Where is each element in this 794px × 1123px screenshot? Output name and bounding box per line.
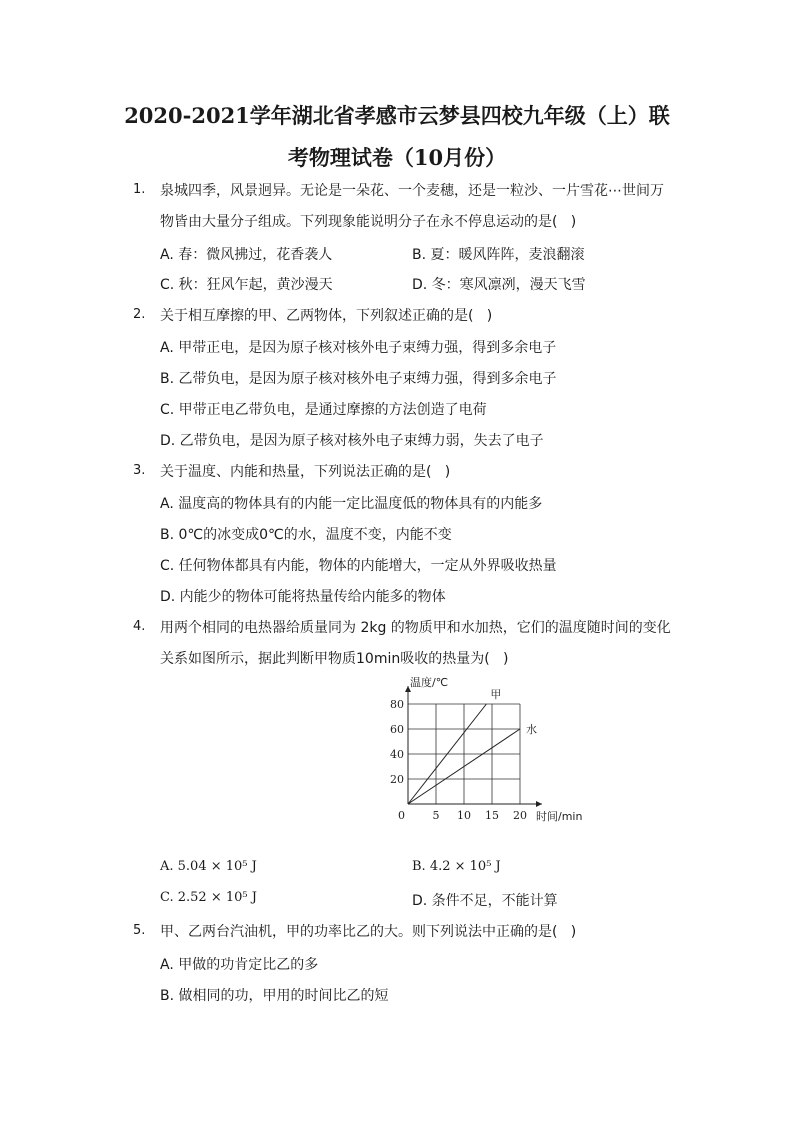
chart-labels xyxy=(390,675,582,823)
y-tick-label: 60 xyxy=(390,723,404,736)
question-number: 1. xyxy=(133,182,146,197)
x-axis-label: 时间/min xyxy=(536,810,583,823)
y-tick-label: 20 xyxy=(390,773,404,786)
question-text-line: 关于温度、内能和热量，下列说法正确的是( ) xyxy=(160,464,451,480)
y-tick-label: 40 xyxy=(390,748,404,761)
y-tick-label: 80 xyxy=(390,698,404,711)
option-d: D. 乙带负电，是因为原子核对核外电子束缚力弱，失去了电子 xyxy=(160,433,544,449)
option-a: A. 甲带正电，是因为原子核对核外电子束缚力强，得到多余电子 xyxy=(160,340,557,356)
question-number: 3. xyxy=(133,463,146,478)
option-a: A. 5.04 × 10⁵ J xyxy=(160,859,257,874)
option-c: C. 任何物体都具有内能，物体的内能增大，一定从外界吸收热量 xyxy=(160,558,557,574)
series-label: 甲 xyxy=(490,688,502,701)
option-d: D. 冬：寒风凛冽，漫天飞雪 xyxy=(412,277,586,293)
exam-title-line-2: 考物理试卷（10月份） xyxy=(287,145,507,170)
x-axis-arrow xyxy=(536,801,542,807)
x-tick-label: 0 xyxy=(398,809,405,822)
question-text-line: 关于相互摩擦的甲、乙两物体，下列叙述正确的是( ) xyxy=(160,308,493,324)
x-tick-label: 5 xyxy=(432,809,440,822)
x-tick-label: 10 xyxy=(457,809,471,822)
option-a: A. 甲做的功肯定比乙的多 xyxy=(160,957,319,973)
option-d: D. 条件不足，不能计算 xyxy=(412,893,558,909)
question-number: 2. xyxy=(133,307,146,322)
option-b: B. 做相同的功，甲用的时间比乙的短 xyxy=(160,988,389,1004)
question-text-line: 泉城四季，风景迥异。无论是一朵花、一个麦穗，还是一粒沙、一片雪花⋯世间万 xyxy=(160,183,664,199)
question-text-line: 甲、乙两台汽油机，甲的功率比乙的大。则下列说法中正确的是( ) xyxy=(160,924,577,940)
option-a: A. 温度高的物体具有的内能一定比温度低的物体具有的内能多 xyxy=(160,496,543,512)
option-b: B. 夏：暖风阵阵，麦浪翻滚 xyxy=(412,247,585,263)
exam-title-line-1: 2020-2021学年湖北省孝感市云梦县四校九年级（上）联 xyxy=(124,103,670,128)
question-text-line: 用两个相同的电热器给质量同为 2kg 的物质甲和水加热，它们的温度随时间的变化 xyxy=(160,620,671,636)
y-axis-label: 温度/℃ xyxy=(410,676,449,689)
option-c: C. 秋：狂风乍起，黄沙漫天 xyxy=(160,277,333,293)
option-b: B. 0℃的冰变成0℃的水，温度不变，内能不变 xyxy=(160,527,452,543)
question-text-line: 物皆由大量分子组成。下列现象能说明分子在永不停息运动的是( ) xyxy=(160,214,577,230)
option-a: A. 春：微风拂过，花香袭人 xyxy=(160,247,333,263)
option-b: B. 4.2 × 10⁵ J xyxy=(412,859,501,874)
option-b: B. 乙带负电，是因为原子核对核外电子束缚力强，得到多余电子 xyxy=(160,371,557,387)
option-c: C. 甲带正电乙带负电，是通过摩擦的方法创造了电荷 xyxy=(160,402,487,418)
question-number: 5. xyxy=(133,923,146,938)
chart-grid xyxy=(408,704,520,804)
question-number: 4. xyxy=(133,619,146,634)
x-tick-label: 20 xyxy=(513,809,527,822)
question-text-line: 关系如图所示，据此判断甲物质10min吸收的热量为( ) xyxy=(160,651,509,667)
temperature-time-chart xyxy=(380,672,595,832)
series-label: 水 xyxy=(526,723,537,736)
option-c: C. 2.52 × 10⁵ J xyxy=(160,890,257,905)
x-tick-label: 15 xyxy=(485,809,499,822)
option-d: D. 内能少的物体可能将热量传给内能多的物体 xyxy=(160,589,446,605)
